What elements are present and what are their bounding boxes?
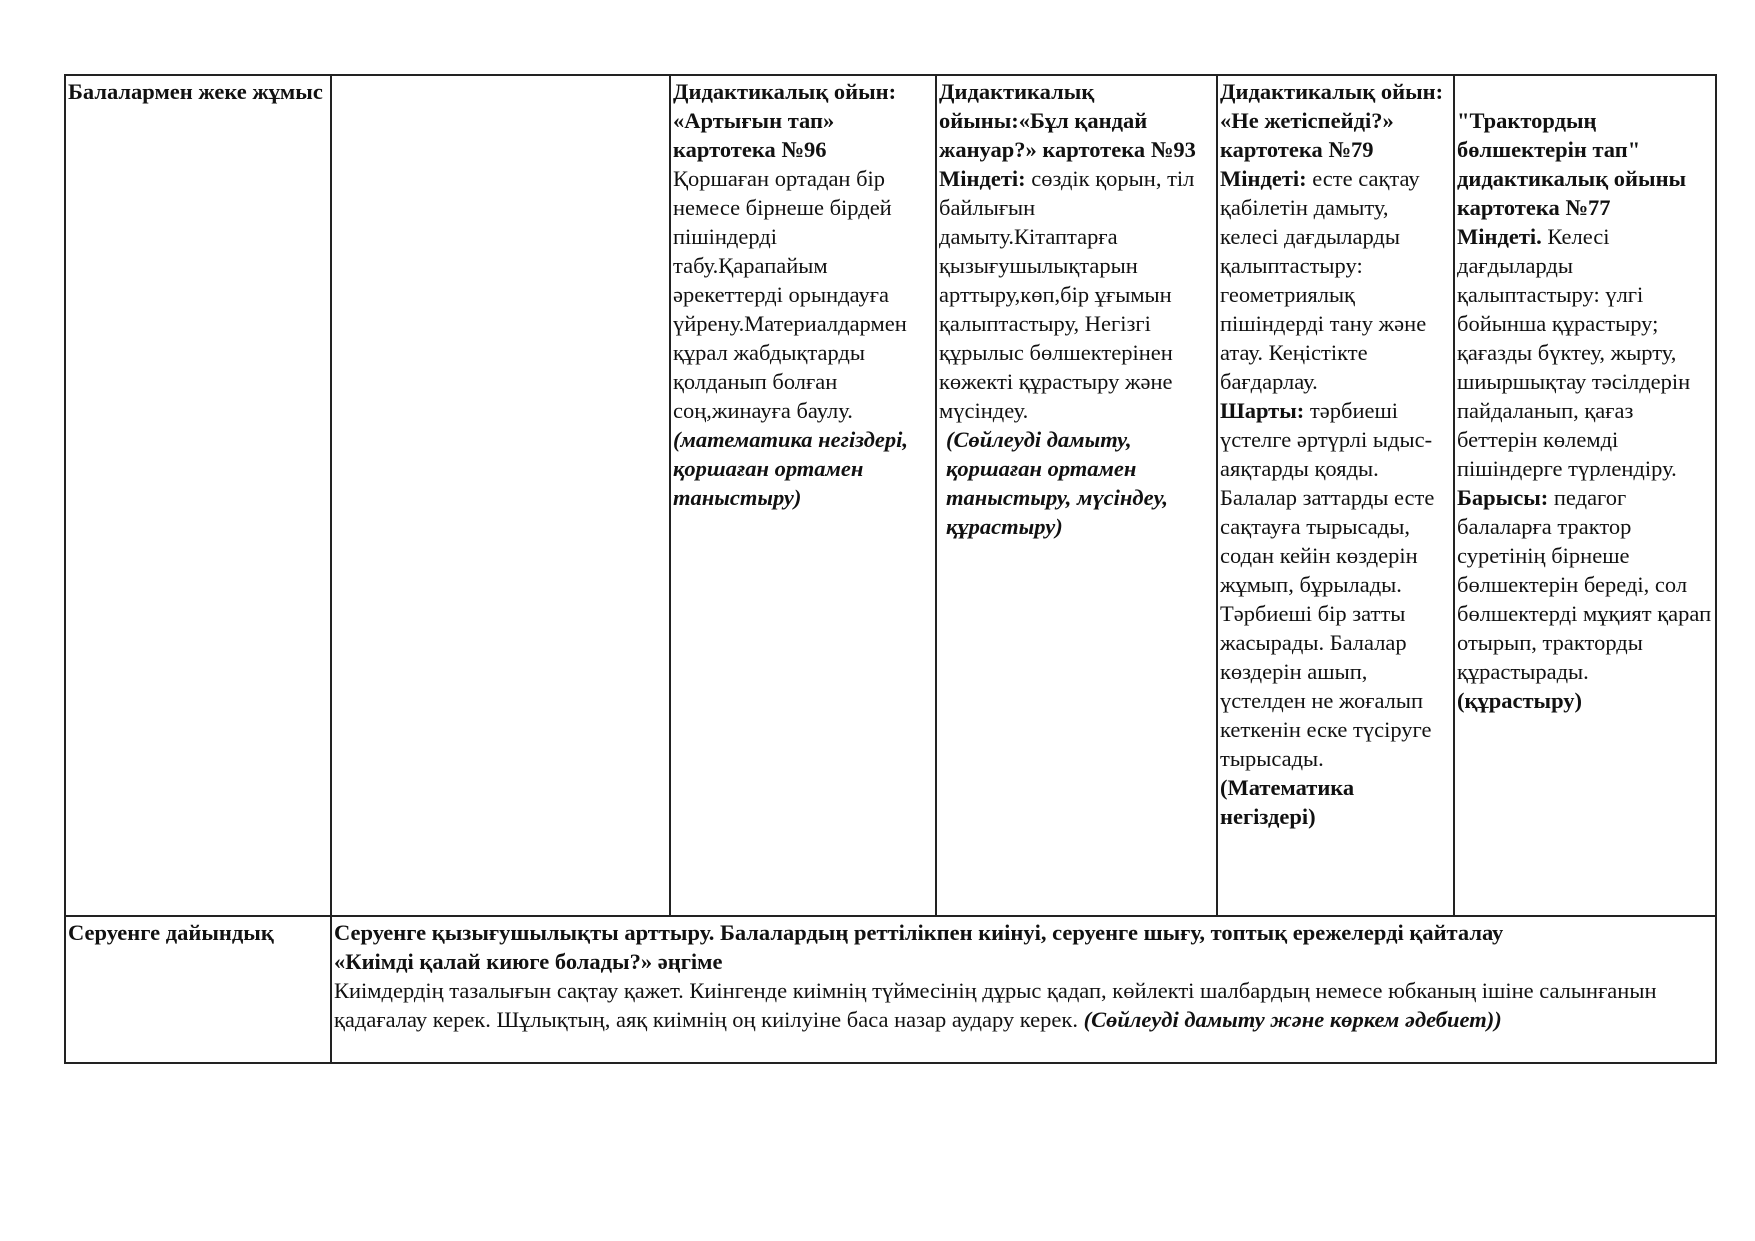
table-row <box>65 75 1716 916</box>
activity-task <box>939 164 1214 425</box>
task-label: Міндеті: <box>1220 166 1307 191</box>
activity-areas: (Математика негіздері) <box>1220 775 1355 829</box>
activity-cell-what-is-missing <box>1217 75 1454 916</box>
table-row <box>65 916 1716 1063</box>
walk-prep-text <box>334 976 1713 1034</box>
empty-cell <box>331 75 670 916</box>
task-label: Міндеті: <box>939 166 1026 191</box>
process-label: Барысы: <box>1457 485 1549 510</box>
activity-cell-odd-one-out <box>670 75 936 916</box>
activity-cell-tractor-parts <box>1454 75 1716 916</box>
walk-prep-heading: Серуенге қызығушылықты арттыру. Балалардың реттілікпен киінуі, серуенге шығу, топтық ережелерді қайталау <box>334 920 1504 945</box>
task-text: Келесі дағдыларды қалыптастыру: үлгі бойынша құрастыру; қағазды бүктеу, жырту, шиыршықтау тәсілдерін пайдаланып, қағаз беттерін көлемді пішіндерге түрлендіру. <box>1457 224 1691 481</box>
activity-title: Дидактикалық ойын: «Не жетіспейді?» картотека №79 <box>1220 79 1444 162</box>
activity-areas: (құрастыру) <box>1457 688 1583 713</box>
process-text: педагог балаларға трактор суретінің бірнеше бөлшектерін береді, сол бөлшектерді мұқият қарап отырып, тракторды құрастырады. <box>1457 485 1712 684</box>
activity-description: Қоршаған ортадан бір немесе бірнеше бірдей пішіндерді табу.Қарапайым әрекеттерді орындауға үйрену.Материалдармен құрал жабдықтарды қолданып болған соң,жинауға баулу. <box>673 166 907 423</box>
rule-label: Шарты: <box>1220 398 1305 423</box>
walk-prep-areas: (Сөйлеуді дамыту және көркем әдебиет)) <box>1083 1007 1502 1032</box>
task-text: есте сақтау қабілетін дамыту, келесі дағдыларды қалыптастыру: геометриялық пішіндерді тану және атау. Кеңістікте бағдарлау. <box>1220 166 1427 394</box>
task-label: Міндеті. <box>1457 224 1542 249</box>
row-label-individual-work: Балалармен жеке жұмыс <box>65 75 331 916</box>
activity-rule <box>1220 396 1451 773</box>
activity-process <box>1457 483 1713 686</box>
rule-text: тәрбиеші үстелге әртүрлі ыдыс-аяқтарды қояды. Балалар заттарды есте сақтауға тырысады, содан кейін көздерін жұмып, бұрылады. Тәрбиеші бір затты жасырады. Балалар көздерін ашып, үстелден не жоғалып кеткенін еске түсіруге тырысады. <box>1220 398 1435 771</box>
walk-prep-body: Киімдердің тазалығын сақтау қажет. Киінгенде киімнің түймесінің дұрыс қадап, көйлекті шалбардың немесе юбканың ішіне салынғанын қадағалау керек. Шұлықтың, аяқ киімнің оң киілуіне баса назар аудару керек. <box>334 978 1657 1032</box>
activity-title: Дидактикалық ойыны:«Бұл қандай жануар?» картотека №93 <box>939 79 1196 162</box>
activity-title: "Трактордың бөлшектерін тап" дидактикалық ойыны картотека №77 <box>1457 108 1687 220</box>
row-label-walk-prep: Серуенге дайындық <box>65 916 331 1063</box>
walk-prep-cell <box>331 916 1716 1063</box>
activity-areas: (математика негіздері, қоршаған ортамен таныстыру) <box>673 427 908 510</box>
daily-plan-table <box>64 74 1717 1064</box>
activity-cell-what-animal <box>936 75 1217 916</box>
activity-title: Дидактикалық ойын: «Артығын тап» картотека №96 <box>673 79 897 162</box>
task-text: сөздік қорын, тіл байлығын дамыту.Кітаптарға қызығушылықтарын арттыру,көп,бір ұғымын қалыптастыру, Негізгі құрылыс бөлшектерінен көжекті құрастыру және мүсіндеу. <box>939 166 1195 423</box>
activity-task <box>1457 222 1713 483</box>
activity-areas: (Сөйлеуді дамыту, қоршаған ортамен таныстыру, мүсіндеу, құрастыру) <box>946 427 1169 539</box>
activity-task <box>1220 164 1451 396</box>
conversation-title: «Киімді қалай киюге болады?» әңгіме <box>334 949 723 974</box>
